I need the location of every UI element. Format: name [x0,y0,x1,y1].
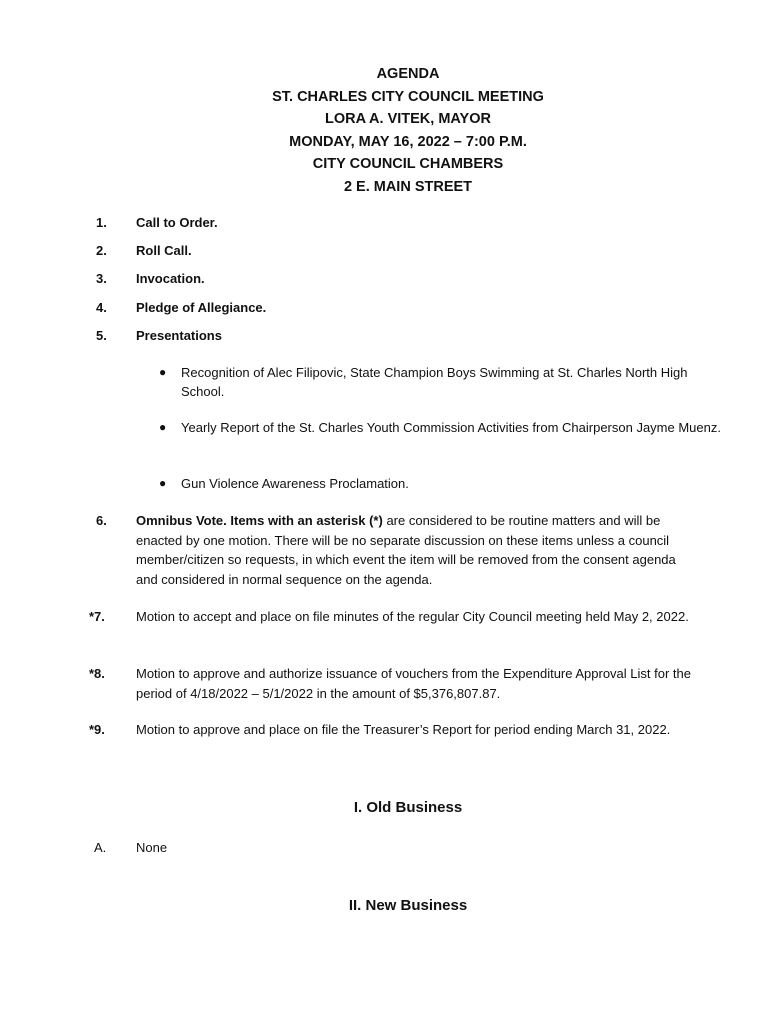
header-mayor: LORA A. VITEK, MAYOR [325,111,491,127]
item-number: *7. [89,609,105,624]
header-date-time: MONDAY, MAY 16, 2022 – 7:00 P.M. [289,133,527,150]
item-text: Pledge of Allegiance. [136,300,267,315]
item-number: *8. [89,666,105,681]
item-text: None [136,840,168,855]
header-location: CITY COUNCIL CHAMBERS [312,156,504,172]
bullet-icon: ● [159,365,167,379]
item-text: Presentations [136,328,222,343]
presentation-text: Gun Violence Awareness Proclamation. [181,476,409,491]
header-meeting-name: ST. CHARLES CITY COUNCIL MEETING [272,88,544,105]
header-address: 2 E. MAIN STREET [343,178,473,195]
item-number: 3. [96,271,107,286]
item-number: 2. [96,243,107,258]
omnibus-body: are considered to be routine matters and will be enacted by one motion. There will be no separate discussion on these items unless a council member/citizen so requests, in which event the item will be removed from the consent agenda and considered in normal sequence on the agenda. [136,513,676,587]
item-number: 1. [96,215,107,230]
item-number: 6. [96,513,107,528]
item-number: 5. [96,328,107,343]
presentation-text: Recognition of Alec Filipovic, State Champion Boys Swimming at St. Charles North High School. [181,365,688,399]
item-text: Roll Call. [136,243,192,258]
bullet-icon: ● [159,476,167,490]
omnibus-lead: Omnibus Vote. Items with an asterisk (*) [136,513,383,528]
item-text: Motion to approve and authorize issuance of vouchers from the Expenditure Approval List for the period of 4/18/2022 – 5/1/2022 in the amount of $5,376,807.87. [136,666,691,701]
presentation-text: Yearly Report of the St. Charles Youth Commission Activities from Chairperson Jayme Muenz. [181,420,721,435]
agenda-header [0,63,770,198]
item-text: Motion to approve and place on file the Treasurer’s Report for period ending March 31, 2022. [136,722,671,737]
item-number: 4. [96,300,107,315]
item-letter: A. [94,840,107,855]
header-title: AGENDA [376,66,440,82]
item-text: Call to Order. [136,215,218,230]
section-heading-new-business: II. New Business [348,897,468,914]
bullet-icon: ● [159,420,167,434]
item-text [136,511,696,589]
item-number: *9. [89,722,105,737]
item-text: Motion to accept and place on file minutes of the regular City Council meeting held May 2, 2022. [136,609,689,624]
item-text: Invocation. [136,271,205,286]
section-heading-old-business: I. Old Business [353,799,463,816]
